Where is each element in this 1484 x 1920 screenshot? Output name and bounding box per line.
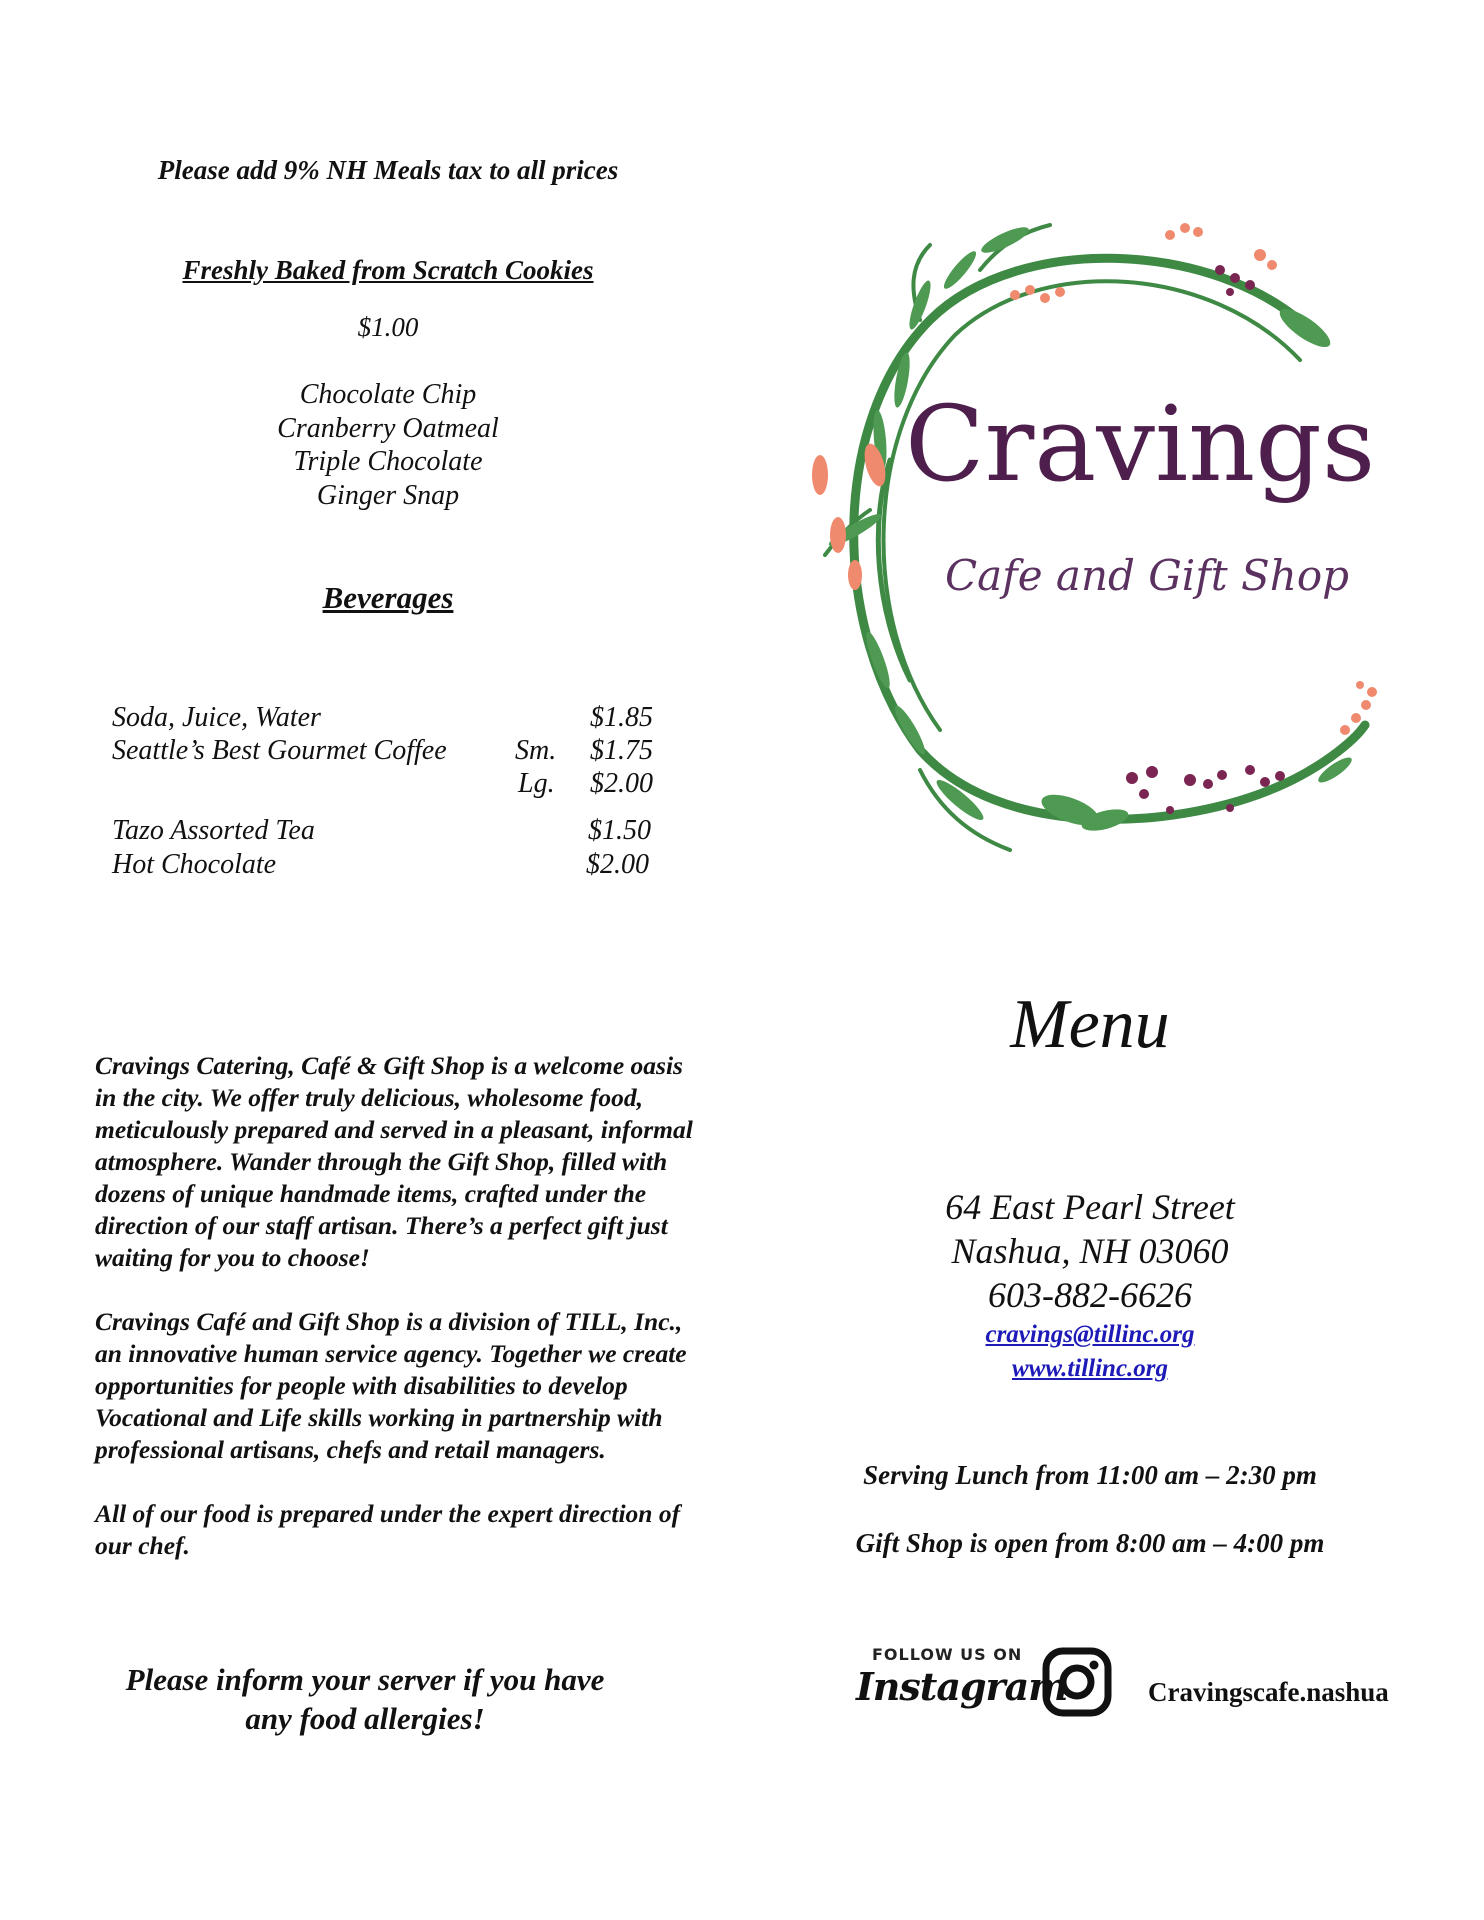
beverage-row xyxy=(112,768,672,802)
cookies-heading: Freshly Baked from Scratch Cookies xyxy=(182,255,594,285)
tax-note: Please add 9% NH Meals tax to all prices xyxy=(157,155,619,185)
beverage-price: $1.75 xyxy=(590,735,653,766)
contact-links xyxy=(860,1318,1320,1386)
instagram-icon[interactable] xyxy=(1042,1647,1112,1717)
street-address: 64 East Pearl Street xyxy=(945,1187,1235,1227)
gift-shop-hours: Gift Shop is open from 8:00 am – 4:00 pm xyxy=(855,1528,1325,1558)
logo-subtitle: Cafe and Gift Shop xyxy=(945,551,1350,600)
logo-name: Cravings xyxy=(905,383,1376,505)
list-item: Chocolate Chip xyxy=(299,379,477,410)
beverage-name: Soda, Juice, Water xyxy=(112,702,321,733)
website-link[interactable]: www.tillinc.org xyxy=(1011,1355,1169,1382)
about-paragraph: Cravings Catering, Café & Gift Shop is a welcome oasis in the city. We offer truly delicious, wholesome food, meticulously prepared and served in a pleasant, informal atmosphere. Wander through the Gift Shop, filled with dozens of unique handmade items, crafted under the direction of our staff artisan. There’s a perfect gift just waiting for you to choose! xyxy=(95,1051,693,1272)
instagram-wordmark: Instagram xyxy=(856,1664,1068,1709)
allergy-line: Please inform your server if you have xyxy=(125,1662,605,1697)
about-paragraph: Cravings Café and Gift Shop is a division of TILL, Inc., an innovative human service agency. Together we create opportunities for people with disabilities to develop Vocational and Life skills working in partnership with professional artisans, chefs and retail managers. xyxy=(95,1307,687,1464)
cookie-list xyxy=(120,378,656,512)
cravings-logo xyxy=(760,210,1380,870)
beverage-price: $2.00 xyxy=(590,768,653,799)
about-paragraph: All of our food is prepared under the expert direction of our chef. xyxy=(95,1499,681,1560)
beverage-price: $1.85 xyxy=(590,702,653,733)
allergy-notice xyxy=(95,1660,635,1738)
beverages-heading: Beverages xyxy=(322,580,454,615)
allergy-line: any food allergies! xyxy=(245,1701,485,1736)
beverage-price: $2.00 xyxy=(586,849,649,880)
beverage-row xyxy=(112,815,672,849)
cookies-price: $1.00 xyxy=(357,312,419,342)
beverage-name: Tazo Assorted Tea xyxy=(112,815,315,846)
about-section xyxy=(95,1050,695,1594)
berries xyxy=(1126,265,1285,814)
beverage-row xyxy=(112,849,672,883)
beverage-name: Seattle’s Best Gourmet Coffee xyxy=(112,735,447,766)
list-item: Triple Chocolate xyxy=(293,446,483,477)
leaves xyxy=(826,223,1355,835)
list-item: Ginger Snap xyxy=(316,479,460,511)
beverage-name: Hot Chocolate xyxy=(112,849,277,880)
instagram-handle: Cravingscafe.nashua xyxy=(1148,1677,1389,1707)
beverage-price: $1.50 xyxy=(588,815,651,846)
address-block xyxy=(860,1185,1320,1317)
beverage-size: Lg. xyxy=(518,768,555,799)
menu-title: Menu xyxy=(1010,986,1170,1063)
lunch-hours: Serving Lunch from 11:00 am – 2:30 pm xyxy=(863,1460,1317,1490)
beverage-size: Sm. xyxy=(515,735,557,766)
instagram-follow-text: FOLLOW US ON xyxy=(872,1645,1023,1664)
city-state-zip: Nashua, NH 03060 xyxy=(951,1231,1229,1271)
beverage-row xyxy=(112,735,672,769)
phone-number: 603-882-6626 xyxy=(988,1275,1192,1315)
beverage-row xyxy=(112,702,672,736)
list-item: Cranberry Oatmeal xyxy=(277,412,499,444)
email-link[interactable]: cravings@tillinc.org xyxy=(985,1321,1195,1348)
